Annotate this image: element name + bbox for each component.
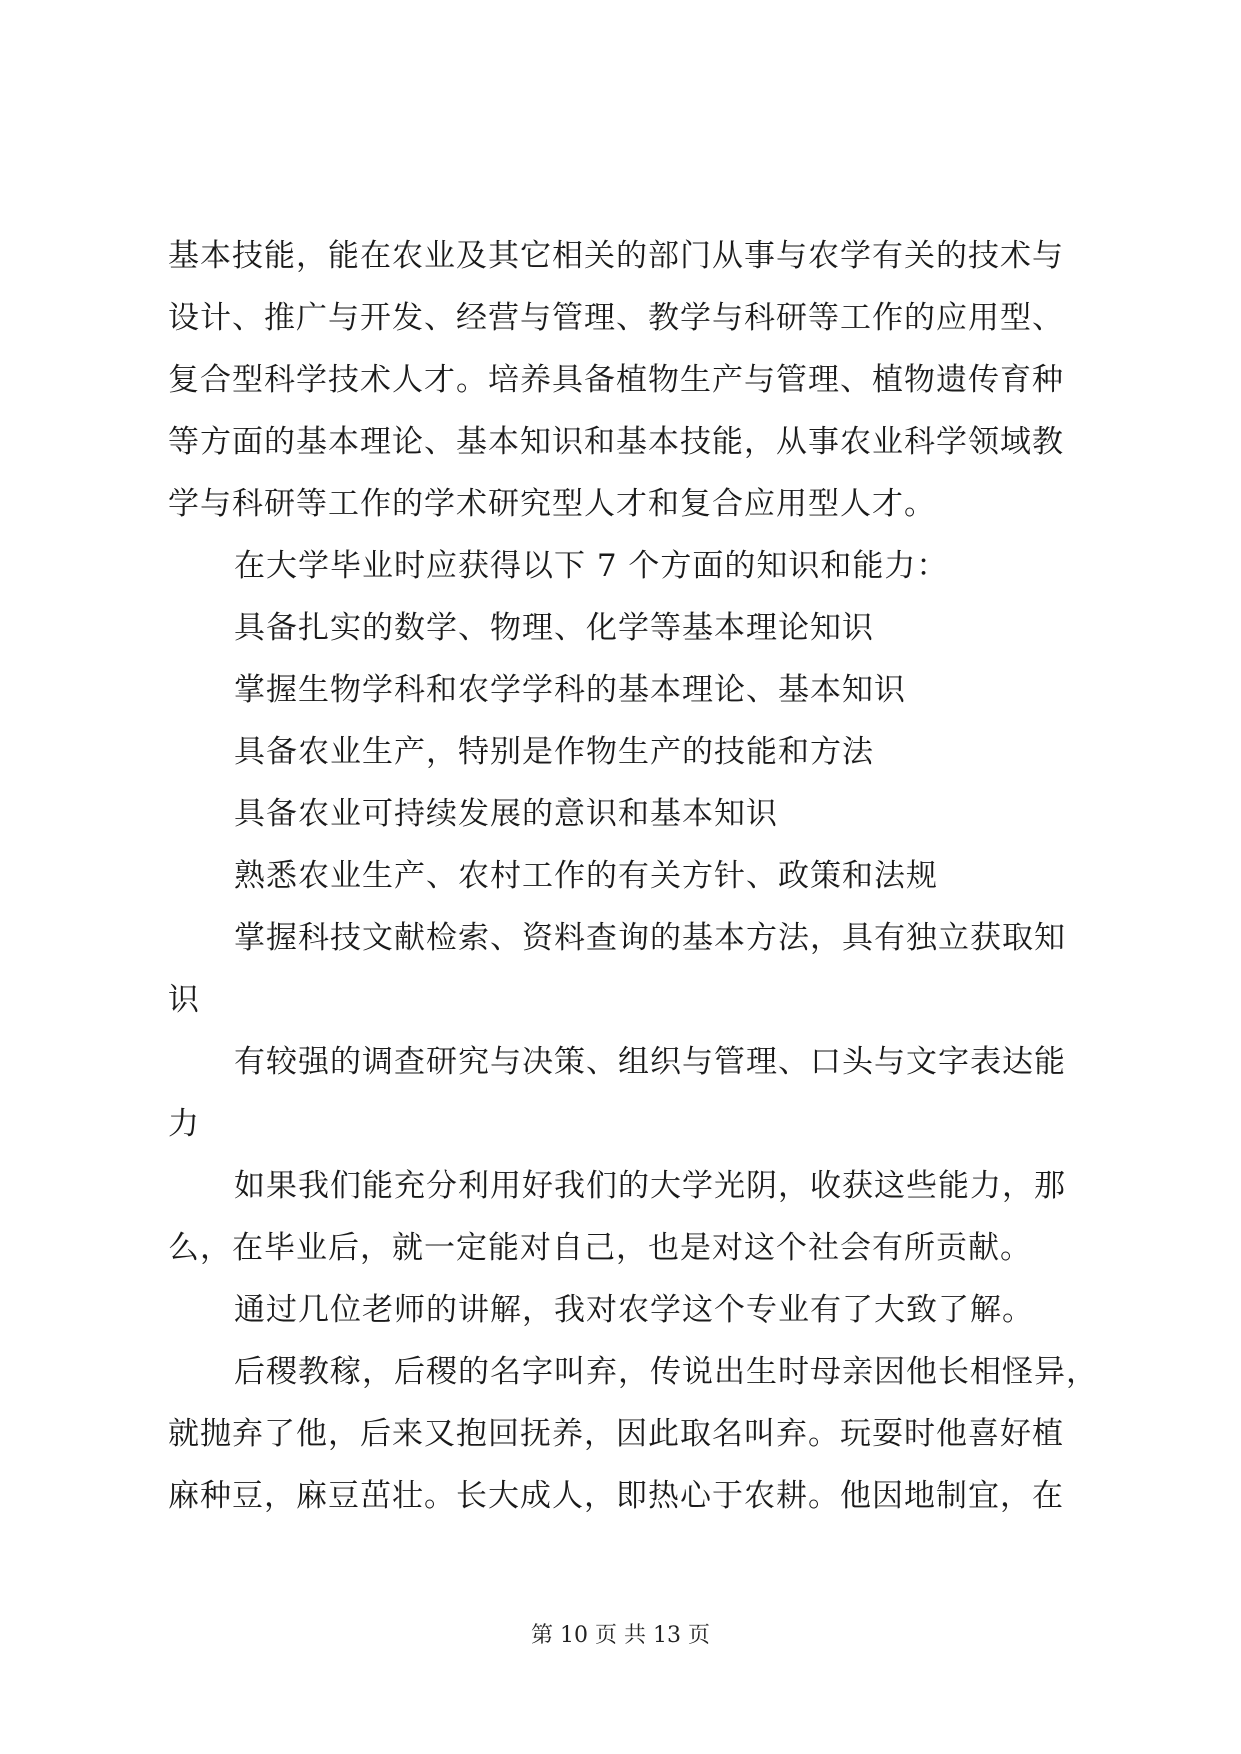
text-line: 熟悉农业生产、农村工作的有关方针、政策和法规 [234, 858, 938, 894]
text-line: 复合型科学技术人才。培养具备植物生产与管理、植物遗传育种 [168, 362, 1064, 398]
document-body [168, 225, 1098, 1527]
text-line: 么，在毕业后，就一定能对自己，也是对这个社会有所贡献。 [168, 1230, 1032, 1266]
text-line: 力 [168, 1106, 200, 1142]
list-item [168, 721, 1088, 783]
text-line: 掌握科技文献检索、资料查询的基本方法，具有独立获取知 [234, 920, 1066, 956]
text-line: 在大学毕业时应获得以下 7 个方面的知识和能力： [234, 548, 949, 584]
text-line: 通过几位老师的讲解，我对农学这个专业有了大致了解。 [234, 1292, 1034, 1328]
text-line: 识 [168, 982, 200, 1018]
text-line: 具备农业可持续发展的意识和基本知识 [234, 796, 778, 832]
text-line: 学与科研等工作的学术研究型人才和复合应用型人才。 [168, 486, 936, 522]
text-line: 基本技能，能在农业及其它相关的部门从事与农学有关的技术与 [168, 238, 1064, 274]
page-number-footer: 第 10 页 共 13 页 [531, 1623, 710, 1648]
text-line: 就抛弃了他，后来又抱回抚养，因此取名叫弃。玩耍时他喜好植 [168, 1416, 1064, 1452]
list-item [168, 845, 1088, 907]
text-line: 具备扎实的数学、物理、化学等基本理论知识 [234, 610, 874, 646]
paragraph [168, 535, 1088, 597]
text-line: 具备农业生产，特别是作物生产的技能和方法 [234, 734, 874, 770]
paragraph [168, 225, 1088, 535]
text-line: 麻种豆，麻豆茁壮。长大成人，即热心于农耕。他因地制宜，在 [168, 1478, 1064, 1514]
list-item [168, 1031, 1088, 1155]
list-item [168, 659, 1088, 721]
list-item [168, 907, 1088, 1031]
text-line: 后稷教稼，后稷的名字叫弃，传说出生时母亲因他长相怪异， [234, 1354, 1098, 1390]
paragraph [168, 1155, 1088, 1279]
text-line: 掌握生物学科和农学学科的基本理论、基本知识 [234, 672, 906, 708]
text-line: 设计、推广与开发、经营与管理、教学与科研等工作的应用型、 [168, 300, 1064, 336]
text-line: 有较强的调查研究与决策、组织与管理、口头与文字表达能 [234, 1044, 1066, 1080]
paragraph [168, 1341, 1098, 1527]
text-line: 等方面的基本理论、基本知识和基本技能，从事农业科学领域教 [168, 424, 1064, 460]
text-line: 如果我们能充分利用好我们的大学光阴，收获这些能力，那 [234, 1168, 1066, 1204]
list-item [168, 597, 1088, 659]
paragraph [168, 1279, 1088, 1341]
list-item [168, 783, 1088, 845]
